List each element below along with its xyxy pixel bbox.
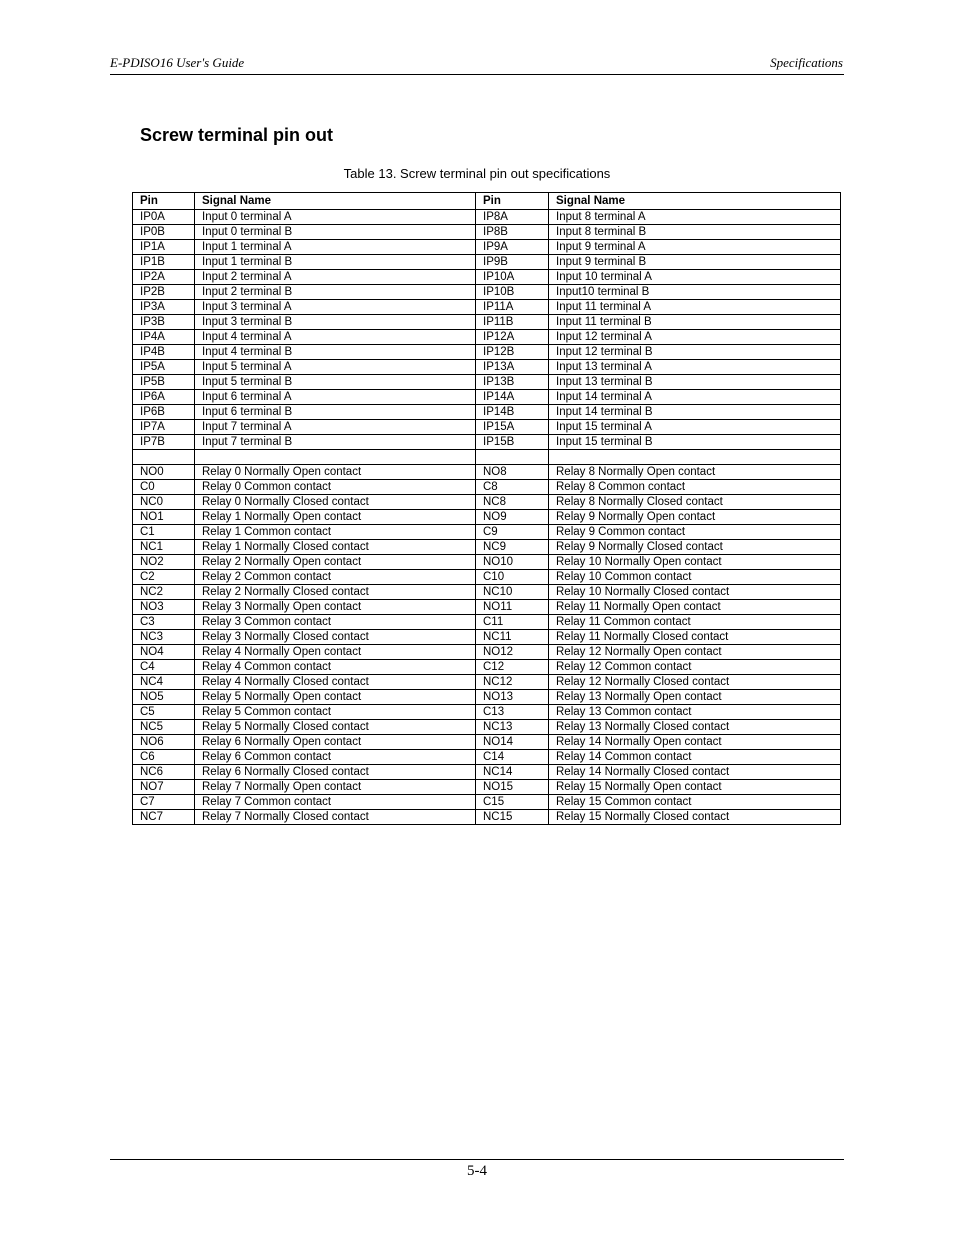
pin-cell: NC6 xyxy=(133,765,195,780)
table-row xyxy=(133,210,841,225)
signal-name-cell: Input 9 terminal A xyxy=(549,240,841,255)
signal-name-cell: Input 14 terminal A xyxy=(549,390,841,405)
pin-cell: NC8 xyxy=(476,495,549,510)
pin-cell: NO2 xyxy=(133,555,195,570)
signal-name-cell: Relay 1 Normally Open contact xyxy=(195,510,476,525)
header-section: Specifications xyxy=(770,55,843,70)
pin-cell: IP6A xyxy=(133,390,195,405)
signal-name-cell: Input 5 terminal A xyxy=(195,360,476,375)
table-row xyxy=(133,255,841,270)
table-row xyxy=(133,480,841,495)
signal-name-cell: Input 13 terminal B xyxy=(549,375,841,390)
pin-cell: C0 xyxy=(133,480,195,495)
pin-cell: IP5B xyxy=(133,375,195,390)
signal-name-cell: Input 11 terminal A xyxy=(549,300,841,315)
pin-cell: C11 xyxy=(476,615,549,630)
header-signal-name: Signal Name xyxy=(549,193,841,210)
signal-name-cell: Input 9 terminal B xyxy=(549,255,841,270)
header-pin: Pin xyxy=(133,193,195,210)
table-row xyxy=(133,240,841,255)
pin-cell: IP6B xyxy=(133,405,195,420)
pin-cell: IP14A xyxy=(476,390,549,405)
pin-cell: NC2 xyxy=(133,585,195,600)
signal-name-cell: Input 3 terminal B xyxy=(195,315,476,330)
table-row xyxy=(133,750,841,765)
pin-cell: NC9 xyxy=(476,540,549,555)
pin-cell: NC12 xyxy=(476,675,549,690)
pin-cell: NC7 xyxy=(133,810,195,825)
signal-name-cell: Relay 4 Common contact xyxy=(195,660,476,675)
signal-name-cell: Relay 6 Common contact xyxy=(195,750,476,765)
table-row xyxy=(133,465,841,480)
signal-name-cell: Relay 13 Common contact xyxy=(549,705,841,720)
signal-name-cell: Input 7 terminal B xyxy=(195,435,476,450)
table-row xyxy=(133,690,841,705)
signal-name-cell: Relay 12 Normally Open contact xyxy=(549,645,841,660)
signal-name-cell: Relay 11 Normally Open contact xyxy=(549,600,841,615)
pin-cell: C13 xyxy=(476,705,549,720)
pin-cell: C14 xyxy=(476,750,549,765)
table-row xyxy=(133,360,841,375)
table-row xyxy=(133,495,841,510)
signal-name-cell: Input 15 terminal B xyxy=(549,435,841,450)
signal-name-cell: Input 4 terminal B xyxy=(195,345,476,360)
table-row xyxy=(133,435,841,450)
pin-cell: IP14B xyxy=(476,405,549,420)
signal-name-cell: Input 15 terminal A xyxy=(549,420,841,435)
pin-cell: IP9B xyxy=(476,255,549,270)
signal-name-cell: Relay 12 Common contact xyxy=(549,660,841,675)
signal-name-cell: Relay 15 Normally Closed contact xyxy=(549,810,841,825)
pin-cell: NO6 xyxy=(133,735,195,750)
pin-cell: IP7A xyxy=(133,420,195,435)
signal-name-cell: Relay 4 Normally Open contact xyxy=(195,645,476,660)
signal-name-cell: Relay 2 Normally Closed contact xyxy=(195,585,476,600)
signal-name-cell: Input 4 terminal A xyxy=(195,330,476,345)
pin-cell: C8 xyxy=(476,480,549,495)
pin-cell: NO10 xyxy=(476,555,549,570)
pin-cell: NO8 xyxy=(476,465,549,480)
pin-cell: IP12A xyxy=(476,330,549,345)
pin-cell: NC3 xyxy=(133,630,195,645)
pin-cell: IP5A xyxy=(133,360,195,375)
pin-cell: IP1A xyxy=(133,240,195,255)
signal-name-cell: Relay 7 Common contact xyxy=(195,795,476,810)
signal-name-cell: Input 12 terminal A xyxy=(549,330,841,345)
pin-cell: C7 xyxy=(133,795,195,810)
signal-name-cell: Relay 12 Normally Closed contact xyxy=(549,675,841,690)
pin-cell: NO3 xyxy=(133,600,195,615)
signal-name-cell: Relay 2 Normally Open contact xyxy=(195,555,476,570)
pin-cell: NO7 xyxy=(133,780,195,795)
table-row xyxy=(133,570,841,585)
page-number: 5-4 xyxy=(467,1163,487,1179)
pin-cell: IP9A xyxy=(476,240,549,255)
pin-cell: IP13A xyxy=(476,360,549,375)
signal-name-cell: Relay 6 Normally Closed contact xyxy=(195,765,476,780)
pin-cell: IP11A xyxy=(476,300,549,315)
signal-name-cell: Relay 14 Common contact xyxy=(549,750,841,765)
pin-cell: C3 xyxy=(133,615,195,630)
pin-cell: IP0B xyxy=(133,225,195,240)
pin-cell: IP7B xyxy=(133,435,195,450)
signal-name-cell: Relay 2 Common contact xyxy=(195,570,476,585)
pin-cell: IP3B xyxy=(133,315,195,330)
signal-name-cell: Input 8 terminal B xyxy=(549,225,841,240)
signal-name-cell: Relay 0 Normally Open contact xyxy=(195,465,476,480)
signal-name-cell: Relay 7 Normally Open contact xyxy=(195,780,476,795)
signal-name-cell: Relay 8 Normally Open contact xyxy=(549,465,841,480)
signal-name-cell: Relay 14 Normally Closed contact xyxy=(549,765,841,780)
signal-name-cell: Relay 11 Normally Closed contact xyxy=(549,630,841,645)
pin-cell: NC13 xyxy=(476,720,549,735)
pin-cell: NO1 xyxy=(133,510,195,525)
table-row xyxy=(133,795,841,810)
signal-name-cell: Relay 9 Normally Closed contact xyxy=(549,540,841,555)
pin-cell: IP4A xyxy=(133,330,195,345)
table-row xyxy=(133,285,841,300)
signal-name-cell: Input10 terminal B xyxy=(549,285,841,300)
pin-cell: NO11 xyxy=(476,600,549,615)
pin-cell: NC0 xyxy=(133,495,195,510)
signal-name-cell: Input 7 terminal A xyxy=(195,420,476,435)
signal-name-cell: Input 8 terminal A xyxy=(549,210,841,225)
pin-cell: NO14 xyxy=(476,735,549,750)
pin-cell: IP0A xyxy=(133,210,195,225)
table-row xyxy=(133,585,841,600)
signal-name-cell: Relay 15 Normally Open contact xyxy=(549,780,841,795)
signal-name-cell: Relay 10 Normally Closed contact xyxy=(549,585,841,600)
table-row xyxy=(133,660,841,675)
table-header-row xyxy=(133,193,841,210)
signal-name-cell: Relay 6 Normally Open contact xyxy=(195,735,476,750)
pin-cell: IP15B xyxy=(476,435,549,450)
pin-cell: IP10B xyxy=(476,285,549,300)
table-body xyxy=(133,210,841,825)
table-row xyxy=(133,525,841,540)
pin-cell xyxy=(133,450,195,465)
pin-cell: C2 xyxy=(133,570,195,585)
signal-name-cell: Input 12 terminal B xyxy=(549,345,841,360)
pin-cell: NC4 xyxy=(133,675,195,690)
table-row xyxy=(133,675,841,690)
signal-name-cell: Relay 5 Normally Open contact xyxy=(195,690,476,705)
pin-cell: NO13 xyxy=(476,690,549,705)
signal-name-cell: Relay 5 Normally Closed contact xyxy=(195,720,476,735)
signal-name-cell: Relay 8 Normally Closed contact xyxy=(549,495,841,510)
table-row xyxy=(133,645,841,660)
page-header xyxy=(110,55,844,75)
signal-name-cell: Relay 13 Normally Open contact xyxy=(549,690,841,705)
table-row xyxy=(133,735,841,750)
signal-name-cell: Relay 15 Common contact xyxy=(549,795,841,810)
table-row xyxy=(133,600,841,615)
table-row xyxy=(133,375,841,390)
pin-cell: IP13B xyxy=(476,375,549,390)
pin-cell: IP10A xyxy=(476,270,549,285)
table-row xyxy=(133,780,841,795)
pin-cell: IP8B xyxy=(476,225,549,240)
table-row xyxy=(133,540,841,555)
table-row xyxy=(133,810,841,825)
pin-cell: C4 xyxy=(133,660,195,675)
signal-name-cell: Input 11 terminal B xyxy=(549,315,841,330)
header-pin: Pin xyxy=(476,193,549,210)
signal-name-cell: Relay 3 Normally Closed contact xyxy=(195,630,476,645)
pinout-table xyxy=(132,192,841,825)
table-row xyxy=(133,450,841,465)
table-row xyxy=(133,300,841,315)
signal-name-cell: Relay 0 Common contact xyxy=(195,480,476,495)
table-row xyxy=(133,615,841,630)
signal-name-cell: Input 10 terminal A xyxy=(549,270,841,285)
signal-name-cell: Relay 8 Common contact xyxy=(549,480,841,495)
signal-name-cell: Relay 4 Normally Closed contact xyxy=(195,675,476,690)
table-row xyxy=(133,345,841,360)
pin-cell: NO12 xyxy=(476,645,549,660)
signal-name-cell: Relay 11 Common contact xyxy=(549,615,841,630)
signal-name-cell xyxy=(195,450,476,465)
signal-name-cell: Relay 9 Normally Open contact xyxy=(549,510,841,525)
pin-cell: NO5 xyxy=(133,690,195,705)
signal-name-cell: Relay 0 Normally Closed contact xyxy=(195,495,476,510)
signal-name-cell: Input 3 terminal A xyxy=(195,300,476,315)
pin-cell: C9 xyxy=(476,525,549,540)
signal-name-cell: Input 6 terminal B xyxy=(195,405,476,420)
signal-name-cell: Input 13 terminal A xyxy=(549,360,841,375)
section-title: Screw terminal pin out xyxy=(140,125,334,145)
pin-cell: IP8A xyxy=(476,210,549,225)
table-row xyxy=(133,330,841,345)
signal-name-cell: Input 1 terminal A xyxy=(195,240,476,255)
signal-name-cell: Input 6 terminal A xyxy=(195,390,476,405)
pin-cell: C10 xyxy=(476,570,549,585)
signal-name-cell: Input 2 terminal B xyxy=(195,285,476,300)
pin-cell: IP1B xyxy=(133,255,195,270)
pin-cell: IP4B xyxy=(133,345,195,360)
signal-name-cell: Relay 13 Normally Closed contact xyxy=(549,720,841,735)
signal-name-cell: Input 0 terminal B xyxy=(195,225,476,240)
pin-cell: NC11 xyxy=(476,630,549,645)
pin-cell: NO15 xyxy=(476,780,549,795)
table-row xyxy=(133,720,841,735)
table-row xyxy=(133,225,841,240)
signal-name-cell: Input 14 terminal B xyxy=(549,405,841,420)
pin-cell: NO0 xyxy=(133,465,195,480)
signal-name-cell: Relay 3 Normally Open contact xyxy=(195,600,476,615)
table-row xyxy=(133,705,841,720)
signal-name-cell xyxy=(549,450,841,465)
pin-cell: C12 xyxy=(476,660,549,675)
signal-name-cell: Input 5 terminal B xyxy=(195,375,476,390)
table-row xyxy=(133,630,841,645)
table-caption: Table 13. Screw terminal pin out specifications xyxy=(343,166,611,181)
header-signal-name: Signal Name xyxy=(195,193,476,210)
signal-name-cell: Relay 14 Normally Open contact xyxy=(549,735,841,750)
table-row xyxy=(133,270,841,285)
pin-cell: IP2A xyxy=(133,270,195,285)
pin-cell: NC14 xyxy=(476,765,549,780)
pin-cell: C15 xyxy=(476,795,549,810)
pin-cell: NO9 xyxy=(476,510,549,525)
table-row xyxy=(133,555,841,570)
signal-name-cell: Relay 3 Common contact xyxy=(195,615,476,630)
pin-cell xyxy=(476,450,549,465)
pin-cell: C1 xyxy=(133,525,195,540)
signal-name-cell: Input 2 terminal A xyxy=(195,270,476,285)
signal-name-cell: Input 1 terminal B xyxy=(195,255,476,270)
signal-name-cell: Relay 1 Common contact xyxy=(195,525,476,540)
table-row xyxy=(133,390,841,405)
pin-cell: IP3A xyxy=(133,300,195,315)
pin-cell: IP12B xyxy=(476,345,549,360)
page-footer xyxy=(110,1159,844,1180)
signal-name-cell: Input 0 terminal A xyxy=(195,210,476,225)
table-row xyxy=(133,405,841,420)
table-row xyxy=(133,315,841,330)
table-row xyxy=(133,765,841,780)
pin-cell: NC10 xyxy=(476,585,549,600)
signal-name-cell: Relay 1 Normally Closed contact xyxy=(195,540,476,555)
table-row xyxy=(133,510,841,525)
signal-name-cell: Relay 7 Normally Closed contact xyxy=(195,810,476,825)
pin-cell: IP15A xyxy=(476,420,549,435)
pin-cell: IP2B xyxy=(133,285,195,300)
signal-name-cell: Relay 10 Normally Open contact xyxy=(549,555,841,570)
pin-cell: NO4 xyxy=(133,645,195,660)
pin-cell: NC15 xyxy=(476,810,549,825)
signal-name-cell: Relay 5 Common contact xyxy=(195,705,476,720)
pin-cell: NC1 xyxy=(133,540,195,555)
pin-cell: C6 xyxy=(133,750,195,765)
pin-cell: C5 xyxy=(133,705,195,720)
header-doc-title: E-PDISO16 User's Guide xyxy=(110,55,245,70)
signal-name-cell: Relay 9 Common contact xyxy=(549,525,841,540)
pin-cell: IP11B xyxy=(476,315,549,330)
signal-name-cell: Relay 10 Common contact xyxy=(549,570,841,585)
pin-cell: NC5 xyxy=(133,720,195,735)
table-row xyxy=(133,420,841,435)
